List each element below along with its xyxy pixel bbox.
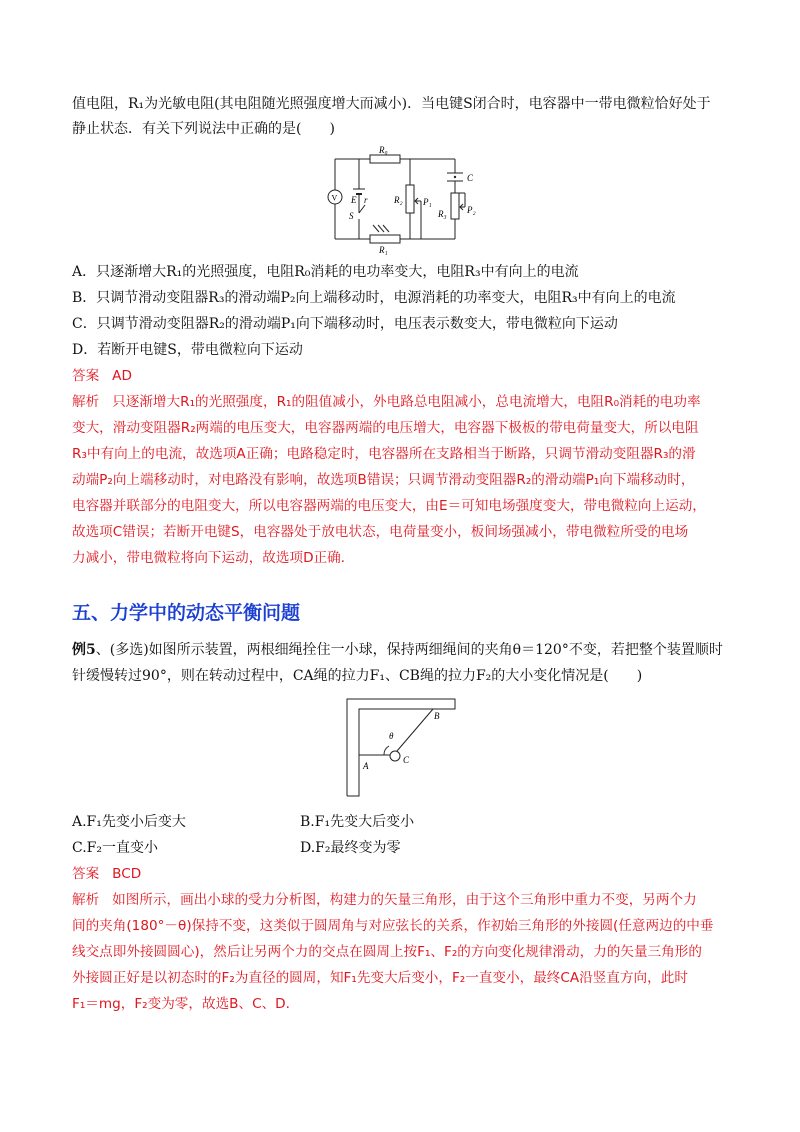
label-theta: θ	[389, 731, 394, 741]
q5-answer-value: BCD	[112, 866, 142, 882]
q5-stem-line-2: 针缓慢转过90°，则在转动过程中，CA绳的拉力F₁、CB绳的拉力F₂的大小变化情况是( )	[72, 668, 643, 684]
pulley-figure	[345, 697, 460, 800]
label-e: E	[351, 195, 357, 205]
q5-analysis-line-2: 间的夹角(180°－θ)保持不变，这类似于圆周角与对应弦长的关系，作初始三角形的外接圆(任意两边的中垂	[72, 918, 714, 934]
q4-answer-value: AD	[112, 368, 132, 384]
q5-option-b: B.F₁先变大后变小	[300, 814, 415, 830]
q4-option-c: C．只调节滑动变阻器R₂的滑动端P₁向下端移动时，电压表示数变大，带电微粒向下运动	[72, 316, 618, 332]
section-heading: 五、力学中的动态平衡问题	[72, 602, 301, 624]
q4-analysis-line-4: 动端P₂向上端移动时，对电路没有影响，故选项B错误；只调节滑动变阻器R₂的滑动端P₁向下端移动时，	[72, 472, 695, 488]
q4-analysis-line-3: R₃中有向上的电流，故选项A正确；电路稳定时，电容器所在支路相当于断路，只调节滑动变阻器R₃的滑	[72, 446, 696, 462]
q5-option-d: D.F₂最终变为零	[300, 840, 401, 856]
label-r3: R₃	[438, 209, 447, 219]
q4-analysis-label: 解析	[72, 394, 100, 410]
q5-option-a: A.F₁先变小后变大	[72, 814, 186, 830]
q4-option-d: D．若断开电键S，带电微粒向下运动	[72, 342, 303, 358]
circuit-diagram	[315, 143, 490, 255]
label-c: C	[403, 755, 410, 765]
q5-analysis-line-5: F₁＝mg，F₂变为零，故选B、C、D.	[72, 996, 290, 1012]
q4-analysis-line-2: 变大，滑动变阻器R₂两端的电压变大，电容器两端的电压增大，电容器下极板的带电荷量变大，所以电阻	[72, 420, 699, 436]
q5-options-row-1	[72, 812, 732, 832]
q5-analysis-line-1: 解析 如图所示，画出小球的受力分析图，构建力的矢量三角形，由于这个三角形中重力不变，另两个力	[72, 892, 697, 908]
q5-options-row-2	[72, 838, 732, 858]
q4-intro-line-1: 值电阻，R₁为光敏电阻(其电阻随光照强度增大而减小)．当电键S闭合时，电容器中一带电微粒恰好处于	[72, 96, 711, 112]
q5-answer	[72, 864, 732, 884]
q4-analysis-line-5: 电容器并联部分的电阻变大，所以电容器两端的电压变大，由E＝可知电场强度变大，带电微粒向上运动，	[72, 498, 706, 514]
q4-answer	[72, 366, 732, 386]
q5-example-label: 例5	[72, 642, 96, 658]
q5-analysis-line-4: 外接圆正好是以初态时的F₂为直径的圆周，知F₁先变大后变小，F₂一直变小，最终CA沿竖直方向，此时	[72, 970, 688, 986]
label-r1: R₁	[379, 245, 388, 255]
q4-answer-label: 答案	[72, 368, 100, 384]
label-v: V	[331, 193, 338, 203]
q4-option-b: B．只调节滑动变阻器R₃的滑动端P₂向上端移动时，电源消耗的功率变大，电阻R₃中有向上的电流	[72, 290, 676, 306]
label-s: S	[349, 211, 354, 221]
label-c: C	[467, 173, 474, 183]
label-r2: R₂	[394, 195, 403, 205]
q5-answer-label: 答案	[72, 866, 100, 882]
label-r: r	[364, 195, 368, 205]
q4-analysis-line-6: 故选项C错误；若断开电键S，电容器处于放电状态，电荷量变小，板间场强减小，带电微粒所受的电场	[72, 524, 689, 540]
q5-analysis-line-3: 线交点即外接圆圆心)，然后让另两个力的交点在圆周上按F₁、F₂的方向变化规律滑动，力的矢量三角形的	[72, 944, 702, 960]
q4-option-a: A．只逐渐增大R₁的光照强度，电阻R₀消耗的电功率变大，电阻R₃中有向上的电流	[72, 264, 579, 280]
label-b: B	[434, 711, 440, 721]
q4-analysis-line-7: 力减小，带电微粒将向下运动，故选项D正确．	[72, 550, 355, 566]
q5-analysis-label: 解析	[72, 892, 100, 908]
label-p1: P₁	[423, 197, 432, 207]
q5-option-c: C.F₂一直变小	[72, 840, 158, 856]
q5-stem-line-1: 例5、(多选)如图所示装置，两根细绳拴住一小球，保持两细绳间的夹角θ＝120°不变，若把整个装置顺时	[72, 642, 723, 658]
q4-analysis-line-1: 解析 只逐渐增大R₁的光照强度，R₁的阻值减小，外电路总电阻减小，总电流增大，电阻R₀消耗的电功率	[72, 394, 701, 410]
label-r0: R₀	[379, 145, 388, 155]
label-a: A	[363, 761, 369, 771]
q4-intro-line-2: 静止状态．有关下列说法中正确的是( )	[72, 121, 335, 137]
label-p2: P₂	[467, 205, 476, 215]
